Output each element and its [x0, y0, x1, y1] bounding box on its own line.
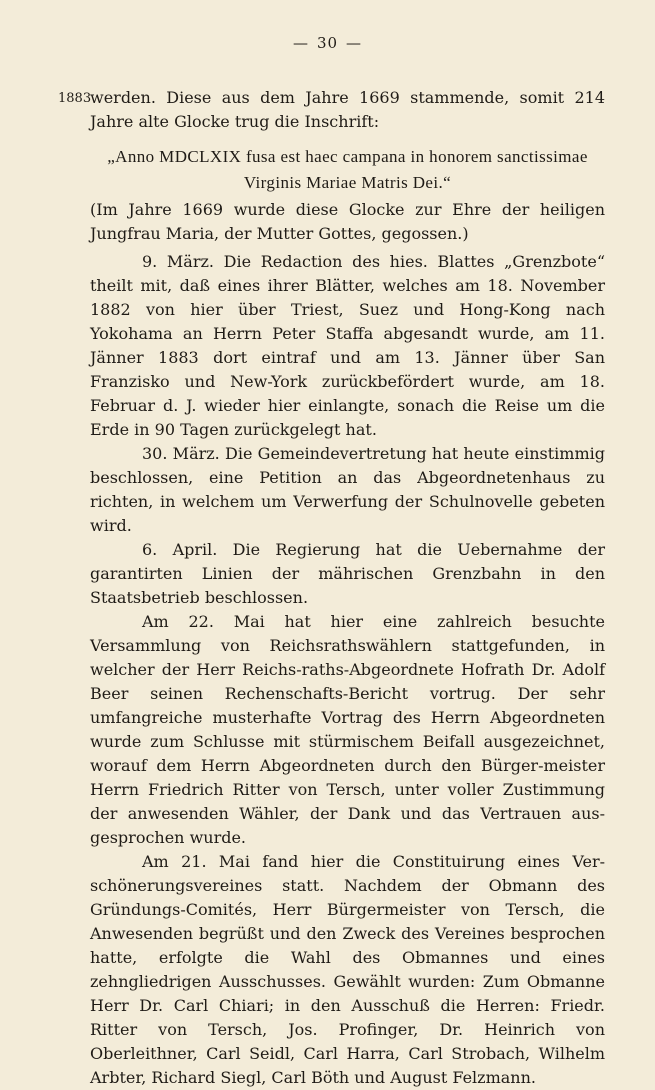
dash-left: —: [292, 34, 309, 52]
dash-right: —: [346, 34, 363, 52]
year-marginal-note: 1883: [58, 91, 92, 106]
paragraph-may-22: Am 22. Mai hat hier eine zahlreich besuchte Versammlung von Reichsrathswählern stattgefunden, in welcher der Herr Reichs-raths-Abgeordnete Hofrath Dr. Adolf Beer seinen Rechenschafts-Bericht vortrug. Der sehr umfangreiche musterhafte Vortrag des Herrn Abgeordneten wurde zum Schlusse mit stürmischem Beifall ausgezeichnet, worauf dem Herrn Abgeordneten durch den Bürger-meister Herrn Friedrich Ritter von Tersch, unter voller Zustimmung der anwesenden Wähler, der Dank und das Vertrauen aus-gesprochen wurde.: [90, 612, 605, 847]
page-number-header: [0, 34, 655, 52]
paragraph-bell: werden. Diese aus dem Jahre 1669 stammende, somit 214 Jahre alte Glocke trug die Inschrift:: [90, 88, 605, 131]
inscription-translation: (Im Jahre 1669 wurde diese Glocke zur Ehre der heiligen Jungfrau Maria, der Mutter Gottes, gegossen.): [90, 200, 605, 243]
paragraph-may-21: Am 21. Mai fand hier die Constituirung eines Ver-schönerungsvereines statt. Nachdem der Obmann des Gründungs-Comités, Herr Bürgermeister von Tersch, die Anwesenden begrüßt und den Zweck des Vereines besprochen hatte, erfolgte die Wahl des Obmannes und eines zehngliedrigen Ausschusses. Gewählt wurden: Zum Obmanne Herr Dr. Carl Chiari; in den Ausschuß die Herren: Friedr. Ritter von Tersch, Jos. Profinger, Dr. Heinrich von Oberleithner, Carl Seidl, Carl Harra, Carl Strobach, Wilhelm Arbter, Richard Siegl, Carl Böth und August Felzmann.: [90, 852, 605, 1087]
paragraph-march-9: 9. März. Die Redaction des hies. Blattes „Grenzbote“ theilt mit, daß eines ihrer Blätter, welches am 18. November 1882 von hier über Triest, Suez und Hong-Kong nach Yokohama an Herrn Peter Staffa abgesandt wurde, am 11. Jänner 1883 dort eintraf und am 13. Jänner über San Franzisko und New-York zurückbefördert wurde, am 18. Februar d. J. wieder hier einlangte, sonach die Reise um die Erde in 90 Tagen zurückgelegt hat.: [90, 252, 605, 439]
body-text: [90, 86, 605, 1090]
page-number: 30: [316, 34, 339, 52]
latin-inscription: „Anno MDCLXIX fusa est haec campana in honorem sanctissimae Virginis Mariae Matris Dei.“: [107, 147, 588, 192]
paragraph-april-6: 6. April. Die Regierung hat die Uebernahme der garantirten Linien der mährischen Grenzbahn in den Staatsbetrieb beschlossen.: [90, 540, 605, 607]
paragraph-march-30: 30. März. Die Gemeindevertretung hat heute einstimmig beschlossen, eine Petition an das Abgeordnetenhaus zu richten, in welchem um Verwerfung der Schulnovelle gebeten wird.: [90, 444, 605, 535]
